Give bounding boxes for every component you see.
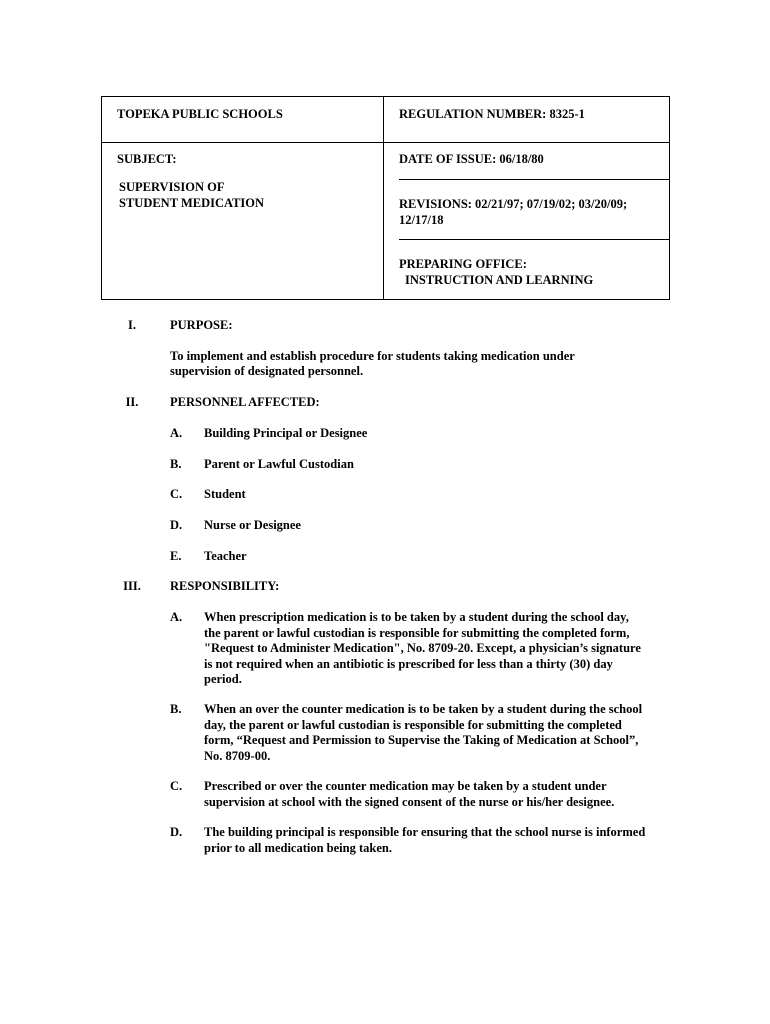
responsibility-item-line: The building principal is responsible for ensuring that the school nurse is informed xyxy=(204,825,646,839)
responsibility-item-line: the parent or lawful custodian is responsible for submitting the completed form, xyxy=(204,625,630,640)
revisions-line-1: REVISIONS: 02/21/97; 07/19/02; 03/20/09; xyxy=(399,197,628,211)
section-numeral-purpose: I. xyxy=(128,318,136,332)
personnel-item-text: Student xyxy=(204,487,246,501)
header-divider-horizontal xyxy=(102,142,669,143)
personnel-item-text: Nurse or Designee xyxy=(204,518,301,532)
responsibility-item-line: day, the parent or lawful custodian is responsible for submitting the completed xyxy=(204,717,622,732)
responsibility-item-letter: A. xyxy=(170,610,183,624)
purpose-text-line-1: To implement and establish procedure for students taking medication under xyxy=(170,349,575,363)
subject-line-1: SUPERVISION OF xyxy=(119,180,225,194)
personnel-item-text: Parent or Lawful Custodian xyxy=(204,457,354,471)
section-title-responsibility: RESPONSIBILITY: xyxy=(170,579,280,593)
header-rule-1 xyxy=(399,179,670,180)
section-numeral-responsibility: III. xyxy=(123,579,141,593)
responsibility-item-letter: B. xyxy=(170,702,182,716)
subject-label: SUBJECT: xyxy=(117,152,177,166)
revisions-line-2: 12/17/18 xyxy=(399,213,444,227)
personnel-item-letter: D. xyxy=(170,518,183,532)
personnel-item-text: Building Principal or Designee xyxy=(204,426,368,440)
district-name: TOPEKA PUBLIC SCHOOLS xyxy=(117,107,283,121)
section-numeral-personnel: II. xyxy=(125,395,139,409)
personnel-item-letter: B. xyxy=(170,457,182,471)
responsibility-item-line: When an over the counter medication is to be taken by a student during the school xyxy=(204,702,643,716)
responsibility-item-line: "Request to Administer Medication", No. 8709-20. Except, a physician’s signature xyxy=(204,641,641,655)
responsibility-item-line: supervision at school with the signed consent of the nurse or his/her designee. xyxy=(204,794,615,809)
responsibility-item-line: form, “Request and Permission to Supervise the Taking of Medication at School”, xyxy=(204,733,639,747)
header-right-border xyxy=(669,97,670,142)
personnel-item-letter: A. xyxy=(170,426,183,440)
section-title-personnel: PERSONNEL AFFECTED: xyxy=(170,395,320,409)
header-rule-2 xyxy=(399,239,670,240)
personnel-item-letter: E. xyxy=(170,549,182,563)
preparing-office-label: PREPARING OFFICE: xyxy=(399,257,527,271)
responsibility-item-line: is not required when an antibiotic is prescribed for less than a thirty (30) day xyxy=(204,656,613,671)
regulation-number: REGULATION NUMBER: 8325-1 xyxy=(399,107,585,121)
responsibility-item-letter: C. xyxy=(170,779,183,793)
date-of-issue: DATE OF ISSUE: 06/18/80 xyxy=(399,152,544,166)
responsibility-item-line: prior to all medication being taken. xyxy=(204,840,392,855)
subject-line-2: STUDENT MEDICATION xyxy=(119,196,265,210)
responsibility-item-line: When prescription medication is to be taken by a student during the school day, xyxy=(204,610,629,624)
responsibility-item-line: No. 8709-00. xyxy=(204,748,271,763)
header-table xyxy=(101,96,670,300)
responsibility-item-line: period. xyxy=(204,672,242,686)
responsibility-item-letter: D. xyxy=(170,825,183,839)
responsibility-item-line: Prescribed or over the counter medication may be taken by a student under xyxy=(204,779,607,793)
preparing-office-value: INSTRUCTION AND LEARNING xyxy=(405,273,594,287)
section-title-purpose: PURPOSE: xyxy=(170,318,233,332)
header-divider-vertical xyxy=(383,97,384,299)
purpose-text-line-2: supervision of designated personnel. xyxy=(170,364,364,378)
personnel-item-text: Teacher xyxy=(204,549,247,563)
personnel-item-letter: C. xyxy=(170,487,183,501)
